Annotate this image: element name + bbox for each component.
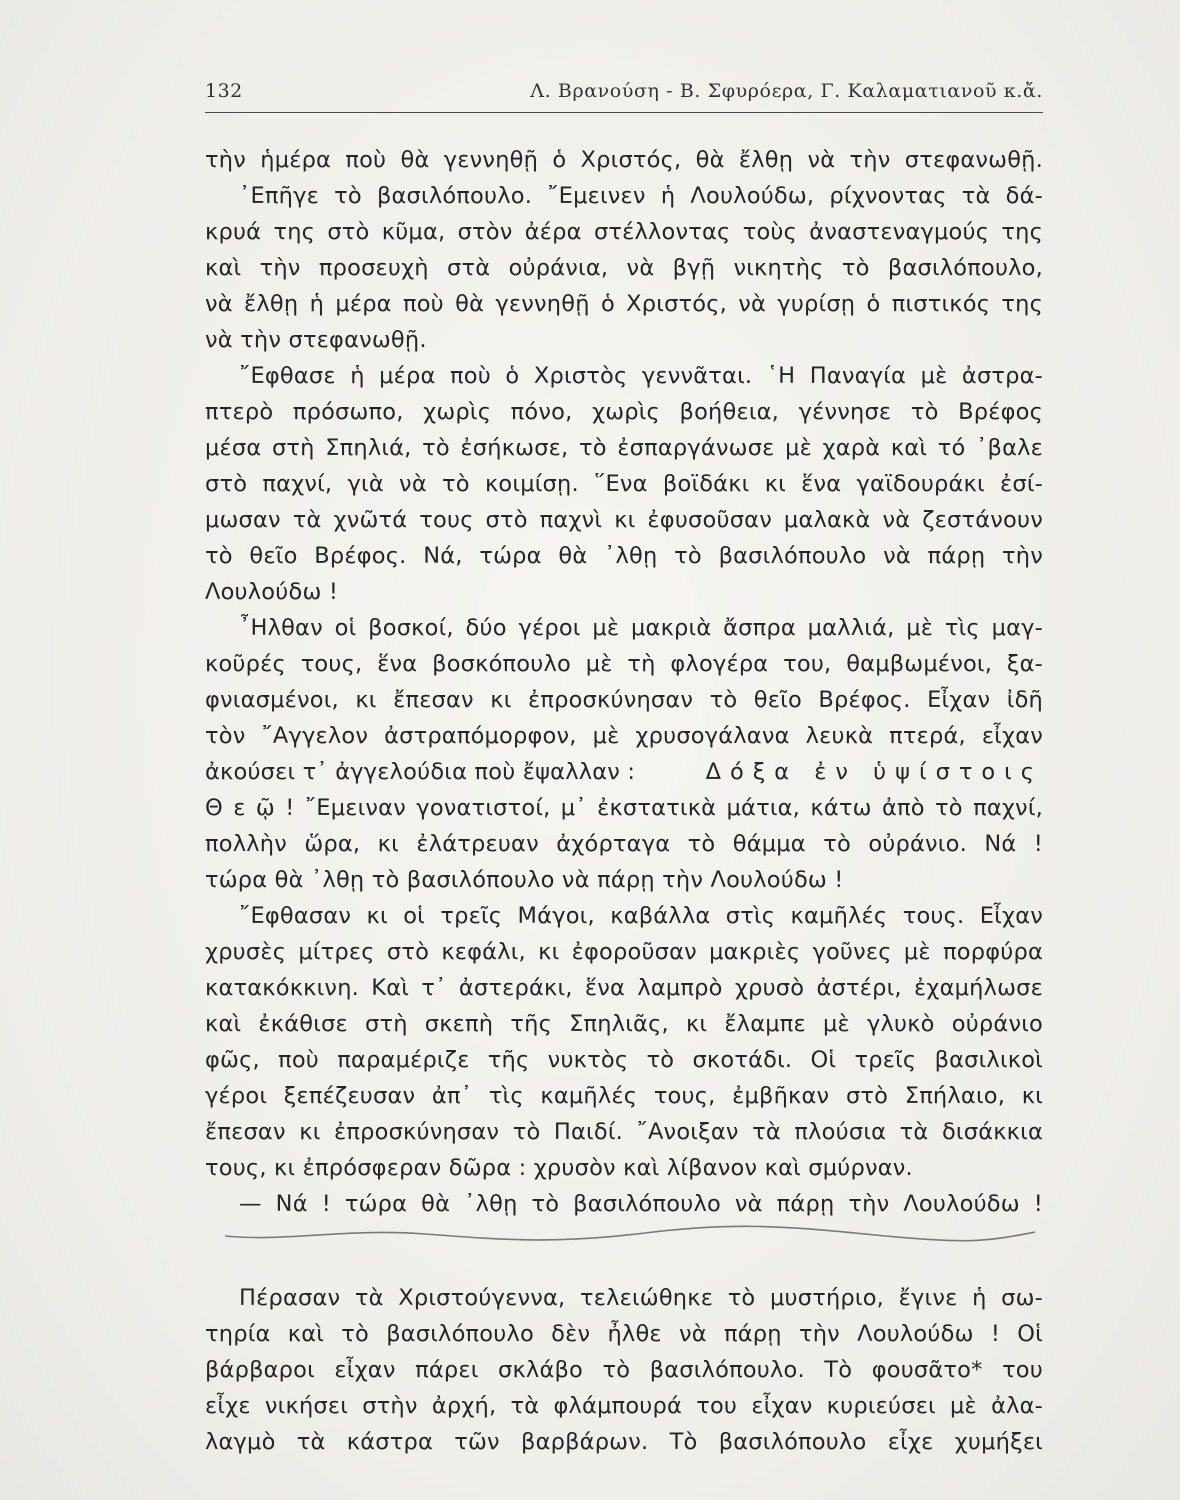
text-line: τὴν ἡμέρα ποὺ θὰ γεννηθῇ ὁ Χριστός, θὰ ἔλθῃ νὰ τὴν στεφανωθῇ. <box>205 147 1043 173</box>
wavy-divider-line <box>225 1224 1035 1246</box>
text-line: εἶχε νικήσει στὴν ἀρχή, τὰ φλάμπουρά του εἶχαν κυριεύσει μὲ ἀλα- <box>205 1393 1043 1419</box>
text-line: τους, κι ἐπρόσφεραν δῶρα : χρυσὸν καὶ λίβανον καὶ σμύρναν. <box>205 1155 913 1181</box>
text-line: μωσαν τὰ χνῶτά τους στὸ παχνὶ κι ἐφυσοῦσαν μαλακὰ νὰ ζεστάνουν <box>205 507 1043 533</box>
text-line: Πέρασαν τὰ Χριστούγεννα, τελειώθηκε τὸ μυστήριο, ἔγινε ἡ σω- <box>239 1285 1043 1311</box>
text-line: πτερὸ πρόσωπο, χωρὶς πόνο, χωρὶς βοήθεια, γέννησε τὸ Βρέφος <box>205 399 1043 425</box>
text-line: κρυά της στὸ κῦμα, στὸν ἀέρα στέλλοντας τοὺς ἀναστεναγμούς της <box>205 219 1043 245</box>
text-line: στὸ παχνί, γιὰ νὰ τὸ κοιμίσῃ. ῞Ενα βοϊδάκι κι ἕνα γαϊδουράκι ἐσί- <box>205 471 1043 497</box>
text-line: τὸν ῎Αγγελον ἀστραπόμορφον, μὲ χρυσογάλανα λευκὰ πτερά, εἶχαν <box>205 723 1043 749</box>
text-line: νὰ ἔλθῃ ἡ μέρα ποὺ θὰ γεννηθῇ ὁ Χριστός, νὰ γυρίσῃ ὁ πιστικός της <box>205 291 1043 317</box>
text-line: νὰ τὴν στεφανωθῇ. <box>205 327 427 353</box>
text-line: βάρβαροι εἶχαν πάρει σκλάβο τὸ βασιλόπουλο. Τὸ φουσᾶτο* του <box>205 1357 1043 1383</box>
text-line: — Νά ! τώρα θὰ ᾿λθῃ τὸ βασιλόπουλο νὰ πάρῃ τὴν Λουλούδω ! <box>239 1191 1043 1217</box>
text-line: τὸ θεῖο Βρέφος. Νά, τώρα θὰ ᾿λθῃ τὸ βασιλόπουλο νὰ πάρῃ τὴν <box>205 543 1043 569</box>
page-number: 132 <box>205 80 243 102</box>
text-line: ῏Ηλθαν οἱ βοσκοί, δύο γέροι μὲ μακριὰ ἄσπρα μαλλιά, μὲ τὶς μαγ- <box>239 615 1043 641</box>
text-line: λαγμὸ τὰ κάστρα τῶν βαρβάρων. Τὸ βασιλόπουλο εἶχε χυμήξει <box>205 1429 1043 1455</box>
text-line: καὶ τὴν προσευχὴ στὰ οὐράνια, νὰ βγῇ νικητὴς τὸ βασιλόπουλο, <box>205 255 1043 281</box>
text-line <box>205 754 1043 790</box>
text-line: Λουλούδω ! <box>205 579 339 605</box>
text-line: γέροι ξεπέζευσαν ἀπ᾿ τὶς καμῆλές τους, ἐμβῆκαν στὸ Σπήλαιο, κι <box>205 1083 1043 1109</box>
section-divider <box>205 1222 1043 1280</box>
text-line: ᾿Επῆγε τὸ βασιλόπουλο. ῎Εμεινεν ἡ Λουλούδω, ρίχνοντας τὰ δά- <box>239 183 1043 209</box>
text-line: φνιασμένοι, κι ἔπεσαν κι ἐπροσκύνησαν τὸ θεῖο Βρέφος. Εἶχαν ἰδῆ <box>205 687 1043 713</box>
text-line: πολλὴν ὥρα, κι ἐλάτρευαν ἀχόρταγα τὸ θάμμα τὸ οὐράνιο. Νά ! <box>205 831 1043 857</box>
text-line: ῎Εφθασε ἡ μέρα ποὺ ὁ Χριστὸς γεννᾶται. ῾Η Παναγία μὲ ἀστρα- <box>239 363 1043 389</box>
running-head: Λ. Βρανούση - Β. Σφυρόερα, Γ. Καλαματιανοῦ κ.ἄ. <box>530 80 1043 102</box>
doxa-spaced: Δόξα ἐν ὑψίστοις <box>705 759 1043 785</box>
page-header <box>205 76 1043 112</box>
text-line: καὶ ἐκάθισε στὴ σκεπὴ τῆς Σπηλιᾶς, κι ἔλαμπε μὲ γλυκὸ οὐράνιο <box>205 1011 1043 1037</box>
text-line: ῎Εφθασαν κι οἱ τρεῖς Μάγοι, καβάλλα στὶς καμῆλές τους. Εἶχαν <box>239 903 1043 929</box>
text-line: κατακόκκινη. Καὶ τ᾿ ἀστεράκι, ἕνα λαμπρὸ χρυσὸ ἀστέρι, ἐχαμήλωσε <box>205 975 1043 1001</box>
text-line: κοῦρές τους, ἕνα βοσκόπουλο μὲ τὴ φλογέρα του, θαμβωμένοι, ξα- <box>205 651 1043 677</box>
text-line: ἔπεσαν κι ἐπροσκύνησαν τὸ Παιδί. ῎Ανοιξαν τὰ πλούσια τὰ δισάκκια <box>205 1119 1043 1145</box>
text-line: τηρία καὶ τὸ βασιλόπουλο δὲν ἦλθε νὰ πάρῃ τὴν Λουλούδω ! Οἱ <box>205 1321 1043 1347</box>
body-text <box>205 142 1043 1460</box>
text-fragment: ἀκούσει τ᾿ ἀγγελούδια ποὺ ἔψαλλαν : <box>205 759 636 785</box>
text-line: χρυσὲς μίτρες στὸ κεφάλι, κι ἐφοροῦσαν μακριὲς γοῦνες μὲ πορφύρα <box>205 939 1043 965</box>
header-rule <box>205 112 1043 113</box>
text-line: τώρα θὰ ᾿λθῃ τὸ βασιλόπουλο νὰ πάρῃ τὴν Λουλούδω ! <box>205 867 844 893</box>
text-line: Θ ε ῷ ! ῎Εμειναν γονατιστοί, μ᾿ ἐκστατικὰ μάτια, κάτω ἀπὸ τὸ παχνί, <box>205 795 1043 821</box>
text-line: μέσα στὴ Σπηλιά, τὸ ἐσήκωσε, τὸ ἐσπαργάνωσε μὲ χαρὰ καὶ τό ᾿βαλε <box>205 435 1043 461</box>
text-line: φῶς, ποὺ παραμέριζε τῆς νυκτὸς τὸ σκοτάδι. Οἱ τρεῖς βασιλικοὶ <box>205 1047 1043 1073</box>
